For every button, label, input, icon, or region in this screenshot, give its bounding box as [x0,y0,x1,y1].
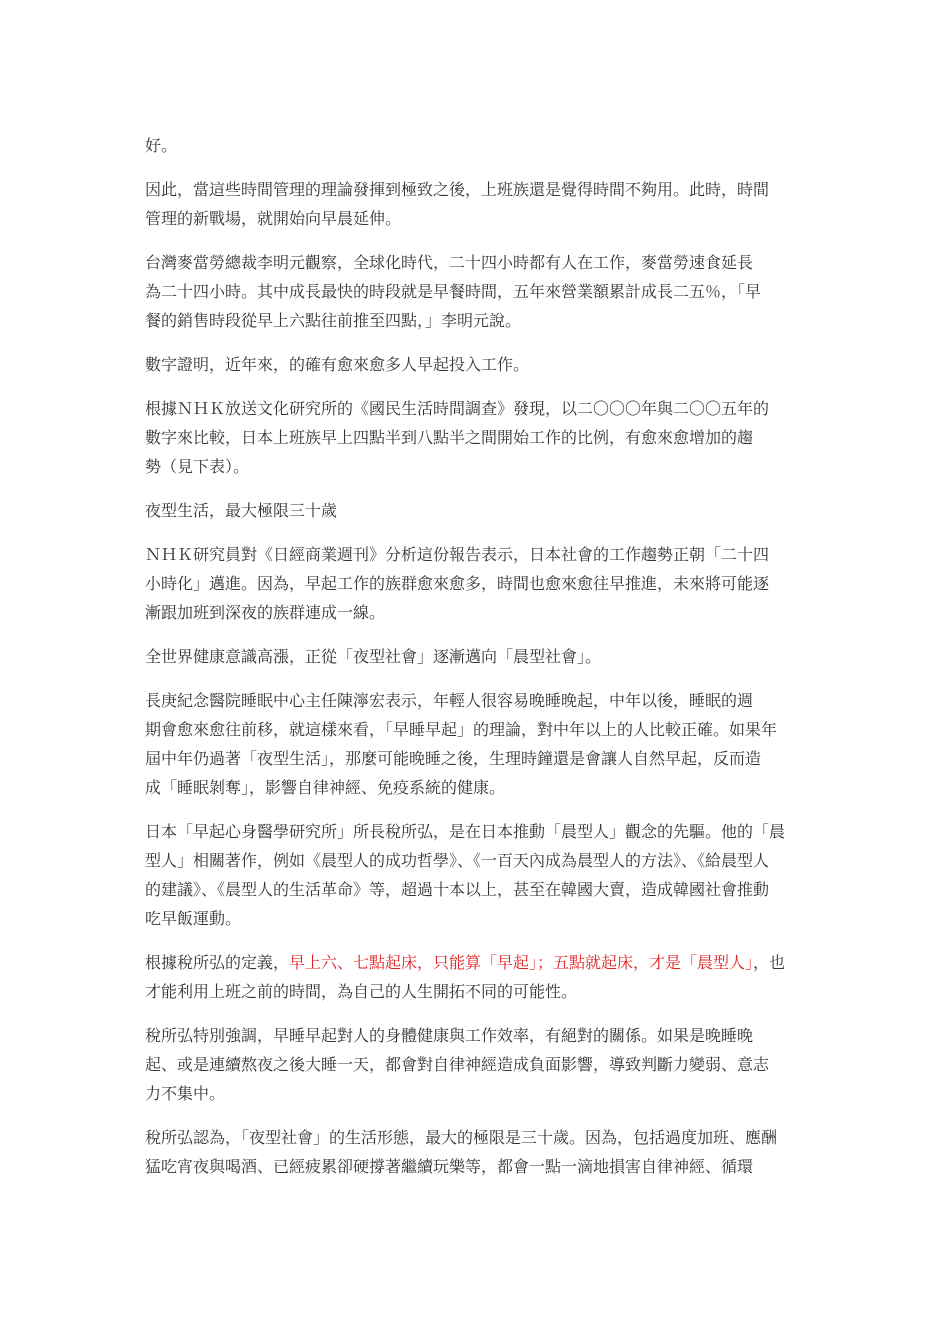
paragraph-10: 稅所弘特別強調，早睡早起對人的身體健康與工作效率，有絕對的關係。如果是晚睡晚 起、或是連續熬夜之後大睡一天，都會對自律神經造成負面影響，導致判斷力變弱、意志 力不集中。 [145,1026,770,1103]
section-heading: 夜型生活，最大極限三十歲 [145,501,338,520]
paragraph-9: 日本「早起心身醫學研究所」所長稅所弘，是在日本推動「晨型人」觀念的先驅。他的「晨 型人」相關著作，例如《晨型人的成功哲學》、《一百天內成為晨型人的方法》、《給晨型人 的建議》、《晨型人的生活革命》等，超過十本以上，甚至在韓國大賣，造成韓國社會推動 吃早飯運動。 [145,822,786,928]
paragraph-4: 數字證明，近年來，的確有愈來愈多人早起投入工作。 [145,355,530,374]
paragraph-2: 因此，當這些時間管理的理論發揮到極致之後，上班族還是覺得時間不夠用。此時，時間 管理的新戰場，就開始向早晨延伸。 [145,180,770,228]
definition-paragraph [145,948,810,1006]
article-body [145,131,810,1196]
paragraph-5: 根據ＮＨＫ放送文化研究所的《國民生活時間調查》發現，以二〇〇〇年與二〇〇五年的 數字來比較，日本上班族早上四點半到八點半之間開始工作的比例，有愈來愈增加的趨 勢（見下表）。 [145,399,770,476]
paragraph-3: 台灣麥當勞總裁李明元觀察，全球化時代，二十四小時都有人在工作，麥當勞速食延長 為二十四小時。其中成長最快的時段就是早餐時間，五年來營業額累計成長二五％，「早 餐的銷售時段從早上六點往前推至四點，」李明元說。 [145,253,762,330]
paragraph-6: ＮＨＫ研究員對《日經商業週刊》分析這份報告表示，日本社會的工作趨勢正朝「二十四 小時化」邁進。因為，早起工作的族群愈來愈多，時間也愈來愈往早推進，未來將可能逐 漸跟加班到深夜的族群連成一線。 [145,545,770,622]
definition-highlight: 早上六、七點起床，只能算「早起」；五點就起床，才是「晨型人」 [289,953,754,972]
paragraph-1: 好。 [145,136,178,155]
definition-prefix: 根據稅所弘的定義， [145,953,290,972]
paragraph-11: 稅所弘認為，「夜型社會」的生活形態，最大的極限是三十歲。因為，包括過度加班、應酬 猛吃宵夜與喝酒、已經疲累卻硬撐著繼續玩樂等，都會一點一滴地損害自律神經、循環 [145,1128,778,1176]
definition-suffix: ，也 才能利用上班之前的時間，為自己的人生開拓不同的可能性。 [145,953,786,1001]
paragraph-8: 長庚紀念醫院睡眠中心主任陳濘宏表示，年輕人很容易晚睡晚起，中年以後，睡眠的週 期會愈來愈往前移，就這樣來看，「早睡早起」的理論，對中年以上的人比較正確。如果年 屆中年仍過著「夜型生活」，那麼可能晚睡之後，生理時鐘還是會讓人自然早起，反而造 成「睡眠剝奪」，影響自律神經、免疫系統的健康。 [145,691,778,797]
paragraph-7: 全世界健康意識高漲，正從「夜型社會」逐漸邁向「晨型社會」。 [145,647,602,666]
